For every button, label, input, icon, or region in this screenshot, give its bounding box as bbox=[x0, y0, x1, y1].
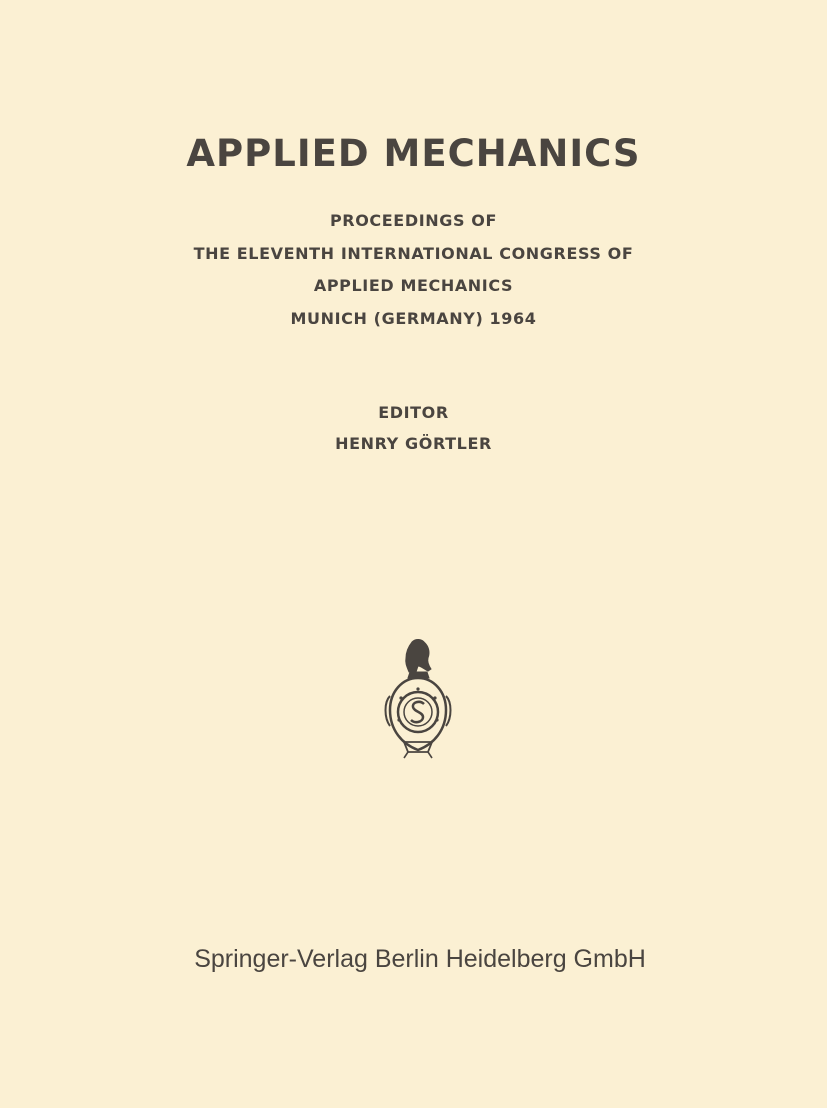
springer-knight-logo-icon bbox=[382, 636, 454, 760]
publisher-name: Springer-Verlag Berlin Heidelberg GmbH bbox=[194, 945, 646, 973]
subtitle-line-3: APPLIED MECHANICS bbox=[313, 276, 514, 295]
editor-label: EDITOR bbox=[378, 403, 449, 422]
book-title: APPLIED MECHANICS bbox=[186, 132, 641, 175]
subtitle-line-2: THE ELEVENTH INTERNATIONAL CONGRESS OF bbox=[193, 244, 634, 263]
subtitle-line-4: MUNICH (GERMANY) 1964 bbox=[290, 309, 537, 328]
subtitle-line-1: PROCEEDINGS OF bbox=[329, 211, 498, 230]
editor-name: HENRY GÖRTLER bbox=[335, 434, 492, 453]
